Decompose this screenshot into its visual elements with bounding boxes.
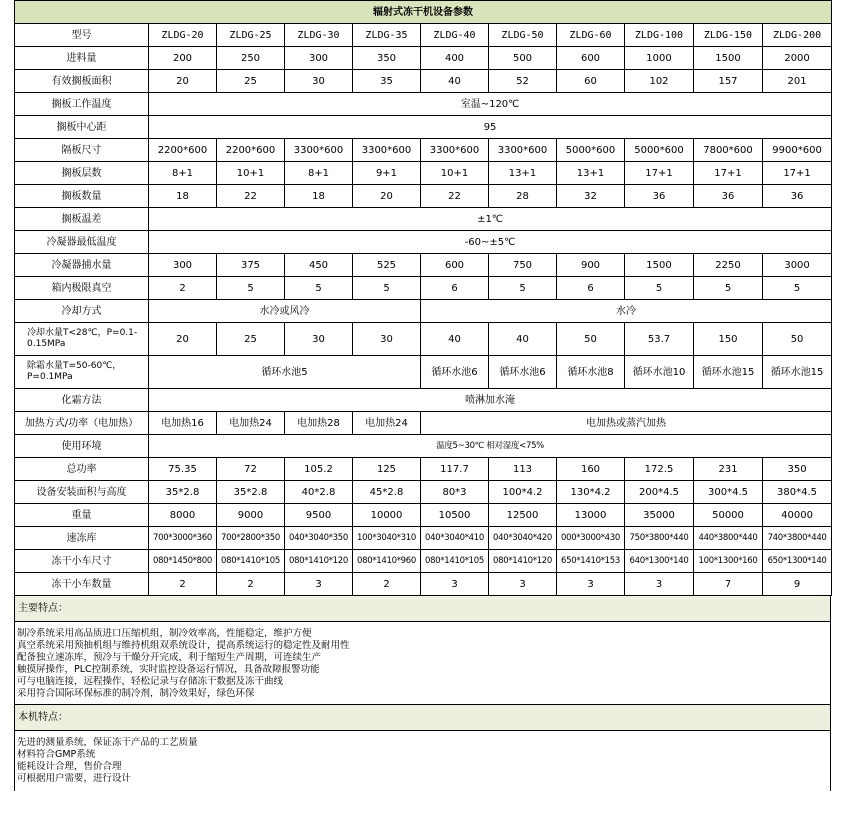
table-cell: 160 bbox=[557, 458, 625, 481]
table-cell: 电加热28 bbox=[285, 412, 353, 435]
row-label: 设备安装面积与高度 bbox=[15, 481, 149, 504]
table-cell: 13+1 bbox=[557, 162, 625, 185]
table-cell: 2 bbox=[217, 573, 285, 596]
table-cell: 10+1 bbox=[421, 162, 489, 185]
table-cell: 40 bbox=[421, 70, 489, 93]
table-cell: ZLDG-100 bbox=[625, 24, 694, 47]
table-cell: 5 bbox=[285, 277, 353, 300]
table-cell: 125 bbox=[353, 458, 421, 481]
table-cell: 5000*600 bbox=[625, 139, 694, 162]
table-cell: 30 bbox=[285, 323, 353, 356]
table-cell: 10000 bbox=[353, 504, 421, 527]
table-cell: 喷淋加水淹 bbox=[149, 389, 832, 412]
machine-heading: 本机特点： bbox=[14, 705, 831, 731]
list-item: 真空系统采用预抽机组与维持机组双系统设计，提高系统运行的稳定性及耐用性 bbox=[17, 640, 350, 651]
table-cell: 900 bbox=[557, 254, 625, 277]
table-cell: 650*1300*140 bbox=[763, 550, 832, 573]
row-label: 加热方式/功率（电加热） bbox=[15, 412, 149, 435]
table-row bbox=[15, 481, 832, 504]
table-cell: 9+1 bbox=[353, 162, 421, 185]
table-cell: 电加热24 bbox=[217, 412, 285, 435]
table-cell: 3 bbox=[489, 573, 557, 596]
table-cell: 25 bbox=[217, 70, 285, 93]
table-cell: 040*3040*410 bbox=[421, 527, 489, 550]
table-row bbox=[15, 208, 832, 231]
table-cell: 循环水池15 bbox=[763, 356, 832, 389]
table-cell: 080*1410*105 bbox=[217, 550, 285, 573]
table-cell: 22 bbox=[421, 185, 489, 208]
table-cell: 电加热24 bbox=[353, 412, 421, 435]
table-cell: 36 bbox=[694, 185, 763, 208]
table-cell: 电加热或蒸汽加热 bbox=[421, 412, 832, 435]
table-row bbox=[15, 116, 832, 139]
table-cell: 740*3800*440 bbox=[763, 527, 832, 550]
row-label: 搁板层数 bbox=[15, 162, 149, 185]
table-row bbox=[15, 412, 832, 435]
table-cell: 8+1 bbox=[149, 162, 217, 185]
table-cell: 40*2.8 bbox=[285, 481, 353, 504]
table-cell: 温度5~30℃ 相对湿度<75% bbox=[149, 435, 832, 458]
table-cell: 30 bbox=[285, 70, 353, 93]
table-row bbox=[15, 389, 832, 412]
table-cell: 2250 bbox=[694, 254, 763, 277]
table-cell: 8+1 bbox=[285, 162, 353, 185]
table-cell: 28 bbox=[489, 185, 557, 208]
row-label: 搁板中心距 bbox=[15, 116, 149, 139]
table-cell: 3300*600 bbox=[489, 139, 557, 162]
table-cell: 13000 bbox=[557, 504, 625, 527]
table-cell: 20 bbox=[353, 185, 421, 208]
row-label: 型号 bbox=[15, 24, 149, 47]
table-cell: 130*4.2 bbox=[557, 481, 625, 504]
table-cell: 3 bbox=[285, 573, 353, 596]
table-cell: -60~±5℃ bbox=[149, 231, 832, 254]
list-item: 触摸屏操作，PLC控制系统，实时监控设备运行情况，具备故障报警功能 bbox=[17, 664, 320, 675]
table-cell: 水冷 bbox=[421, 300, 832, 323]
table-cell: 700*3000*360 bbox=[149, 527, 217, 550]
table-row bbox=[15, 277, 832, 300]
row-label: 冷凝器捕水量 bbox=[15, 254, 149, 277]
table-cell: 40000 bbox=[763, 504, 832, 527]
table-cell: 157 bbox=[694, 70, 763, 93]
table-row bbox=[15, 323, 832, 356]
table-cell: 6 bbox=[421, 277, 489, 300]
list-item: 配备独立速冻库，预冷与干燥分开完成，利于缩短生产周期，可连续生产 bbox=[17, 652, 322, 663]
machine-features-list bbox=[14, 731, 831, 791]
table-cell: ZLDG-30 bbox=[285, 24, 353, 47]
table-cell: 5 bbox=[763, 277, 832, 300]
table-cell: 1500 bbox=[625, 254, 694, 277]
table-cell: 9000 bbox=[217, 504, 285, 527]
table-row bbox=[15, 139, 832, 162]
table-cell: 117.7 bbox=[421, 458, 489, 481]
table-title: 辐射式冻干机设备参数 bbox=[15, 1, 832, 24]
table-cell: 50 bbox=[763, 323, 832, 356]
table-cell: 440*3800*440 bbox=[694, 527, 763, 550]
table-cell: 200*4.5 bbox=[625, 481, 694, 504]
table-cell: 300 bbox=[285, 47, 353, 70]
table-cell: 172.5 bbox=[625, 458, 694, 481]
table-cell: 60 bbox=[557, 70, 625, 93]
table-cell: 000*3000*430 bbox=[557, 527, 625, 550]
row-label: 除霜水量T=50-60℃，P=0.1MPa bbox=[15, 356, 149, 389]
table-cell: ZLDG-20 bbox=[149, 24, 217, 47]
table-cell: 400 bbox=[421, 47, 489, 70]
row-label: 进料量 bbox=[15, 47, 149, 70]
table-cell: 3 bbox=[625, 573, 694, 596]
table-cell: 9900*600 bbox=[763, 139, 832, 162]
table-cell: 640*1300*140 bbox=[625, 550, 694, 573]
row-label: 有效搁板面积 bbox=[15, 70, 149, 93]
table-row bbox=[15, 573, 832, 596]
table-cell: 循环水池10 bbox=[625, 356, 694, 389]
row-label: 总功率 bbox=[15, 458, 149, 481]
table-cell: 3000 bbox=[763, 254, 832, 277]
table-cell: 2000 bbox=[763, 47, 832, 70]
table-cell: 室温~120℃ bbox=[149, 93, 832, 116]
row-label: 搁板工作温度 bbox=[15, 93, 149, 116]
table-cell: 循环水池15 bbox=[694, 356, 763, 389]
table-cell: 电加热16 bbox=[149, 412, 217, 435]
table-row bbox=[15, 47, 832, 70]
table-cell: 95 bbox=[149, 116, 832, 139]
table-row bbox=[15, 70, 832, 93]
table-cell: 52 bbox=[489, 70, 557, 93]
table-cell: 50 bbox=[557, 323, 625, 356]
table-row bbox=[15, 356, 832, 389]
table-cell: 750*3800*440 bbox=[625, 527, 694, 550]
table-cell: ZLDG-50 bbox=[489, 24, 557, 47]
table-cell: 2 bbox=[353, 573, 421, 596]
table-row bbox=[15, 458, 832, 481]
table-cell: 2 bbox=[149, 277, 217, 300]
table-cell: 5 bbox=[625, 277, 694, 300]
table-row bbox=[15, 300, 832, 323]
list-item: 可与电脑连接，远程操作，轻松记录与存储冻干数据及冻干曲线 bbox=[17, 676, 284, 687]
table-cell: 36 bbox=[625, 185, 694, 208]
list-item: 可根据用户需要，进行设计 bbox=[17, 773, 132, 784]
table-cell: 7800*600 bbox=[694, 139, 763, 162]
spec-sheet bbox=[14, 0, 831, 791]
list-item: 材料符合GMP系统 bbox=[17, 749, 96, 760]
row-label: 使用环境 bbox=[15, 435, 149, 458]
table-cell: 25 bbox=[217, 323, 285, 356]
table-cell: 3300*600 bbox=[421, 139, 489, 162]
table-cell: 105.2 bbox=[285, 458, 353, 481]
table-cell: 水冷或风冷 bbox=[149, 300, 421, 323]
table-row bbox=[15, 24, 832, 47]
table-cell: 3 bbox=[557, 573, 625, 596]
table-cell: 80*3 bbox=[421, 481, 489, 504]
table-cell: 201 bbox=[763, 70, 832, 93]
table-cell: 5 bbox=[694, 277, 763, 300]
table-cell: 循环水池6 bbox=[421, 356, 489, 389]
table-cell: 650*1410*153 bbox=[557, 550, 625, 573]
table-row bbox=[15, 231, 832, 254]
table-row bbox=[15, 185, 832, 208]
table-cell: 5000*600 bbox=[557, 139, 625, 162]
row-label: 冻干小车数量 bbox=[15, 573, 149, 596]
table-cell: 080*1450*800 bbox=[149, 550, 217, 573]
table-cell: 3300*600 bbox=[285, 139, 353, 162]
table-cell: 5 bbox=[217, 277, 285, 300]
list-item: 采用符合国际环保标准的制冷剂，制冷效果好，绿色环保 bbox=[17, 688, 255, 699]
row-label: 速冻库 bbox=[15, 527, 149, 550]
table-cell: ZLDG-40 bbox=[421, 24, 489, 47]
table-cell: 350 bbox=[353, 47, 421, 70]
table-cell: 700*2800*350 bbox=[217, 527, 285, 550]
table-cell: 18 bbox=[149, 185, 217, 208]
table-cell: 150 bbox=[694, 323, 763, 356]
table-cell: 30 bbox=[353, 323, 421, 356]
table-cell: 循环水池8 bbox=[557, 356, 625, 389]
row-label: 搁板数量 bbox=[15, 185, 149, 208]
table-cell: 8000 bbox=[149, 504, 217, 527]
row-label: 冷却方式 bbox=[15, 300, 149, 323]
table-cell: 40 bbox=[421, 323, 489, 356]
features-list bbox=[14, 622, 831, 705]
table-cell: 375 bbox=[217, 254, 285, 277]
table-cell: 20 bbox=[149, 323, 217, 356]
table-cell: 35000 bbox=[625, 504, 694, 527]
table-cell: 2 bbox=[149, 573, 217, 596]
row-label: 搁板温差 bbox=[15, 208, 149, 231]
table-cell: 17+1 bbox=[694, 162, 763, 185]
table-cell: 50000 bbox=[694, 504, 763, 527]
spec-table bbox=[14, 0, 832, 596]
table-cell: 300*4.5 bbox=[694, 481, 763, 504]
table-cell: 7 bbox=[694, 573, 763, 596]
table-cell: 450 bbox=[285, 254, 353, 277]
table-cell: 380*4.5 bbox=[763, 481, 832, 504]
table-cell: ZLDG-25 bbox=[217, 24, 285, 47]
table-cell: 35 bbox=[353, 70, 421, 93]
table-cell: 525 bbox=[353, 254, 421, 277]
table-cell: 080*1410*120 bbox=[285, 550, 353, 573]
table-cell: 500 bbox=[489, 47, 557, 70]
table-cell: ZLDG-200 bbox=[763, 24, 832, 47]
table-cell: 040*3040*350 bbox=[285, 527, 353, 550]
table-cell: 循环水池5 bbox=[149, 356, 421, 389]
table-cell: 040*3040*420 bbox=[489, 527, 557, 550]
table-row bbox=[15, 254, 832, 277]
table-cell: 102 bbox=[625, 70, 694, 93]
title-row bbox=[15, 1, 832, 24]
table-row bbox=[15, 550, 832, 573]
table-cell: ZLDG-150 bbox=[694, 24, 763, 47]
row-label: 冷却水量T<28℃，P=0.1-0.15MPa bbox=[15, 323, 149, 356]
table-cell: 40 bbox=[489, 323, 557, 356]
table-row bbox=[15, 162, 832, 185]
table-cell: 72 bbox=[217, 458, 285, 481]
table-cell: 2200*600 bbox=[149, 139, 217, 162]
row-label: 冻干小车尺寸 bbox=[15, 550, 149, 573]
table-cell: 600 bbox=[557, 47, 625, 70]
table-cell: 10500 bbox=[421, 504, 489, 527]
table-cell: 20 bbox=[149, 70, 217, 93]
table-cell: 2200*600 bbox=[217, 139, 285, 162]
table-cell: 1500 bbox=[694, 47, 763, 70]
features-heading: 主要特点： bbox=[14, 596, 831, 622]
table-cell: 35*2.8 bbox=[217, 481, 285, 504]
table-cell: 36 bbox=[763, 185, 832, 208]
table-cell: 080*1410*960 bbox=[353, 550, 421, 573]
table-row bbox=[15, 435, 832, 458]
table-row bbox=[15, 93, 832, 116]
table-cell: 22 bbox=[217, 185, 285, 208]
table-cell: 32 bbox=[557, 185, 625, 208]
table-cell: ZLDG-35 bbox=[353, 24, 421, 47]
table-cell: 3300*600 bbox=[353, 139, 421, 162]
table-cell: 12500 bbox=[489, 504, 557, 527]
table-cell: 13+1 bbox=[489, 162, 557, 185]
table-cell: 080*1410*120 bbox=[489, 550, 557, 573]
table-cell: 17+1 bbox=[625, 162, 694, 185]
table-cell: 10+1 bbox=[217, 162, 285, 185]
table-cell: 113 bbox=[489, 458, 557, 481]
table-cell: 53.7 bbox=[625, 323, 694, 356]
row-label: 重量 bbox=[15, 504, 149, 527]
table-cell: 250 bbox=[217, 47, 285, 70]
row-label: 化霜方法 bbox=[15, 389, 149, 412]
table-cell: 100*3040*310 bbox=[353, 527, 421, 550]
table-cell: 6 bbox=[557, 277, 625, 300]
list-item: 先进的测量系统，保证冻干产品的工艺质量 bbox=[17, 737, 198, 748]
table-cell: 5 bbox=[353, 277, 421, 300]
table-cell: ±1℃ bbox=[149, 208, 832, 231]
table-cell: 350 bbox=[763, 458, 832, 481]
table-cell: 300 bbox=[149, 254, 217, 277]
table-cell: 3 bbox=[421, 573, 489, 596]
table-cell: ZLDG-60 bbox=[557, 24, 625, 47]
list-item: 能耗设计合理，售价合理 bbox=[17, 761, 122, 772]
table-cell: 45*2.8 bbox=[353, 481, 421, 504]
row-label: 隔板尺寸 bbox=[15, 139, 149, 162]
table-row bbox=[15, 504, 832, 527]
table-cell: 200 bbox=[149, 47, 217, 70]
table-cell: 9 bbox=[763, 573, 832, 596]
table-cell: 600 bbox=[421, 254, 489, 277]
table-cell: 231 bbox=[694, 458, 763, 481]
table-cell: 17+1 bbox=[763, 162, 832, 185]
table-cell: 1000 bbox=[625, 47, 694, 70]
table-cell: 5 bbox=[489, 277, 557, 300]
table-cell: 9500 bbox=[285, 504, 353, 527]
table-cell: 100*1300*160 bbox=[694, 550, 763, 573]
table-cell: 循环水池6 bbox=[489, 356, 557, 389]
row-label: 冷凝器最低温度 bbox=[15, 231, 149, 254]
list-item: 制冷系统采用高品质进口压缩机组，制冷效率高，性能稳定，维护方便 bbox=[17, 628, 312, 639]
table-cell: 100*4.2 bbox=[489, 481, 557, 504]
table-row bbox=[15, 527, 832, 550]
table-cell: 18 bbox=[285, 185, 353, 208]
table-cell: 35*2.8 bbox=[149, 481, 217, 504]
table-cell: 75.35 bbox=[149, 458, 217, 481]
table-cell: 080*1410*105 bbox=[421, 550, 489, 573]
row-label: 箱内极限真空 bbox=[15, 277, 149, 300]
table-cell: 750 bbox=[489, 254, 557, 277]
